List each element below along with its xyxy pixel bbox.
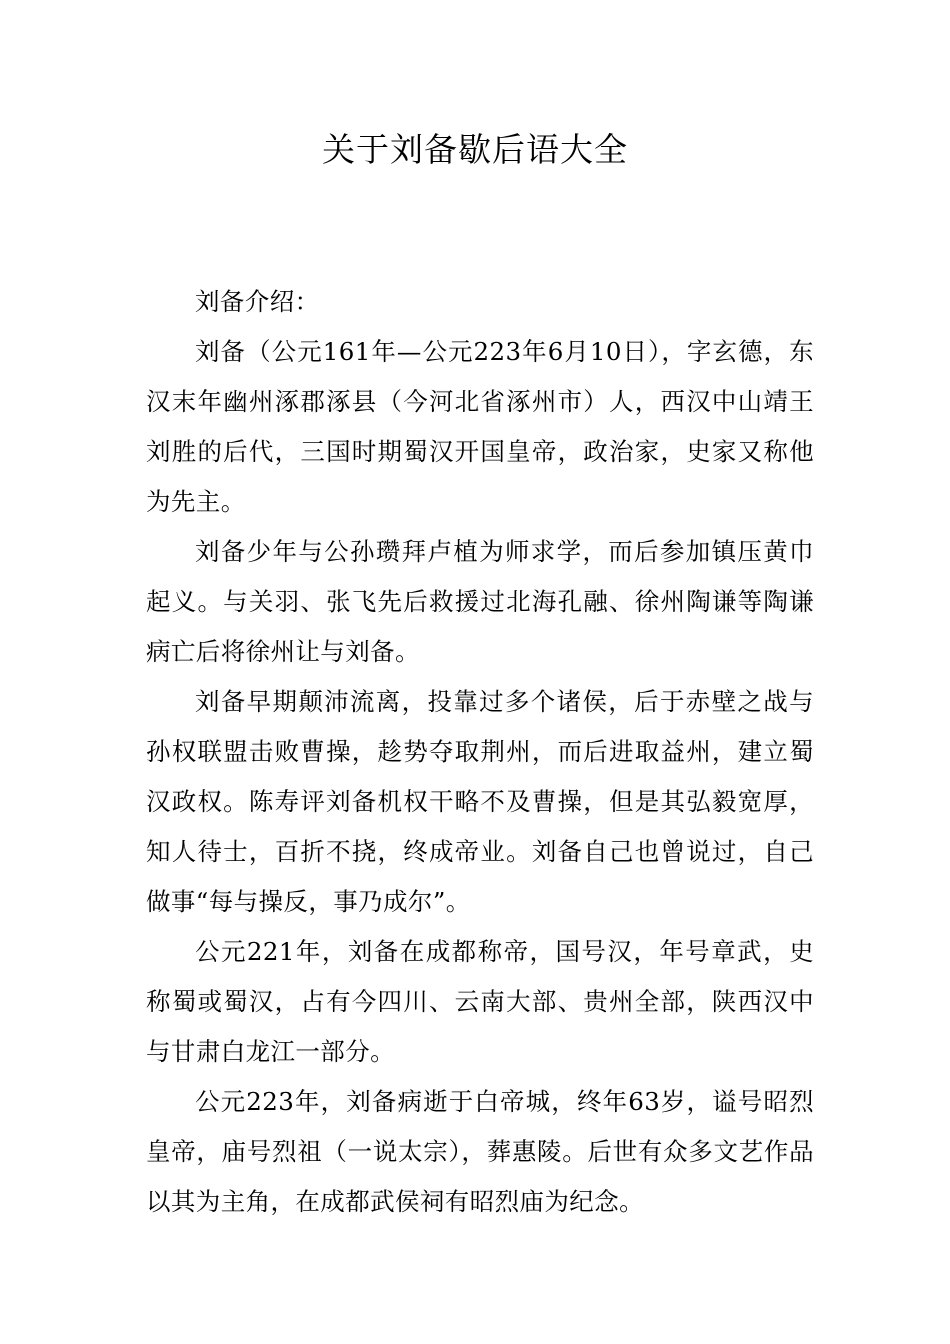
paragraph-youth: 刘备少年与公孙瓒拜卢植为师求学，而后参加镇压黄巾起义。与关羽、张飞先后救援过北海孔融、徐州陶谦等陶谦病亡后将徐州让与刘备。 (146, 537, 814, 666)
document-body (146, 277, 814, 1227)
paragraph-early-career: 刘备早期颠沛流离，投靠过多个诸侯，后于赤壁之战与孙权联盟击败曹操，趁势夺取荆州，而后进取益州，建立蜀汉政权。陈寿评刘备机权干略不及曹操，但是其弘毅宽厚，知人待士，百折不挠，终成帝业。刘备自己也曾说过，自己做事“每与操反，事乃成尔”。 (146, 687, 814, 916)
paragraph-intro-heading: 刘备介绍： (195, 287, 320, 316)
document-title: 关于刘备歇后语大全 (322, 130, 628, 169)
paragraph-emperor: 公元221年，刘备在成都称帝，国号汉，年号章武，史称蜀或蜀汉，占有今四川、云南大部、贵州全部，陕西汉中与甘肃白龙江一部分。 (146, 937, 814, 1066)
paragraph-biography: 刘备（公元161年—公元223年6月10日），字玄德，东汉末年幽州涿郡涿县（今河北省涿州市）人，西汉中山靖王刘胜的后代，三国时期蜀汉开国皇帝，政治家，史家又称他为先主。 (146, 337, 814, 516)
paragraph-death: 公元223年，刘备病逝于白帝城，终年63岁，谥号昭烈皇帝，庙号烈祖（一说太宗），葬惠陵。后世有众多文艺作品以其为主角，在成都武侯祠有昭烈庙为纪念。 (146, 1087, 814, 1216)
